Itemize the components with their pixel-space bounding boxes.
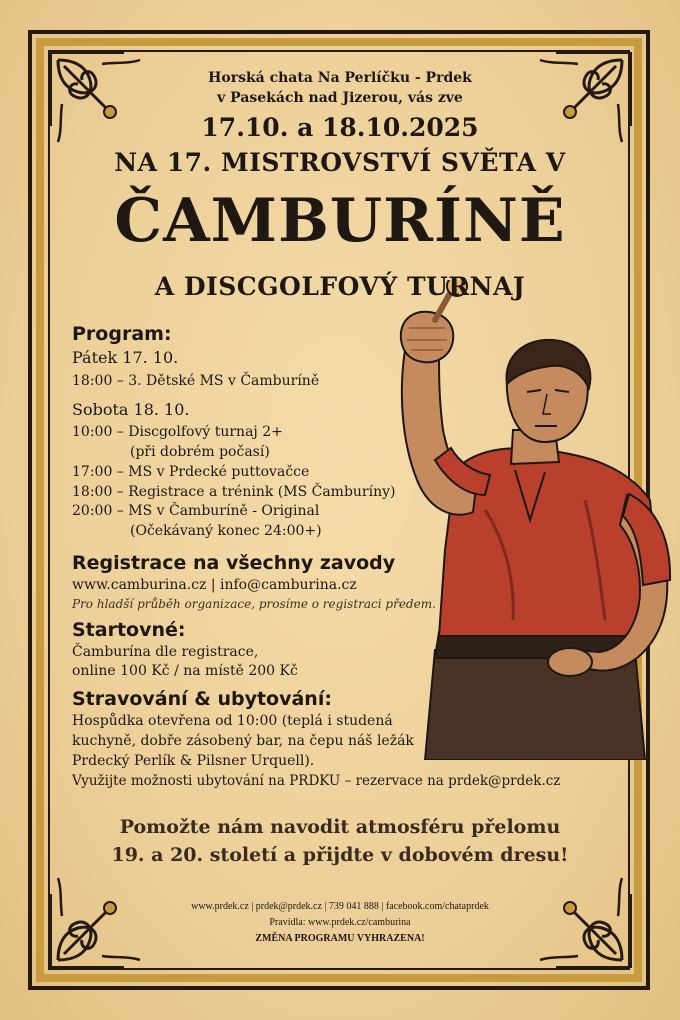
closing-line-2: 19. a 20. století a přijdte v dobovém dresu!	[111, 844, 569, 866]
program-item: 17:00 – MS v Prdecké puttovačce	[72, 464, 310, 480]
food-line-2: kuchyně, dobře zásobený bar, na čepu náš ležák	[72, 733, 414, 749]
closing-line-1: Pomožte nám navodit atmosféru přelomu	[119, 816, 561, 838]
man-holding-camburina-icon	[395, 280, 675, 760]
program-item: 18:00 – 3. Dětské MS v Čamburíně	[72, 373, 320, 389]
registration-contact: www.camburina.cz | info@camburina.cz	[72, 577, 357, 593]
event-title: ČAMBURÍNĚ	[114, 186, 566, 256]
intro-line-1: Horská chata Na Perlíčku - Prdek	[208, 70, 472, 86]
saturday-label: Sobota 18. 10.	[72, 400, 190, 419]
food-line-1: Hospůdka otevřena od 10:00 (teplá i studená	[72, 713, 393, 729]
intro-line-2: v Pasekách nad Jizerou, vás zve	[217, 90, 463, 106]
food-heading: Stravování & ubytování:	[72, 688, 332, 710]
footer-rules: Pravidla: www.prdek.cz/camburina	[269, 917, 411, 928]
corner-ornament-icon	[516, 854, 636, 974]
program-item: 18:00 – Registrace a trénink (MS Čamburíny)	[72, 484, 396, 500]
corner-ornament-icon	[44, 854, 164, 974]
registration-heading: Registrace na všechny zavody	[72, 552, 396, 574]
program-heading: Program:	[72, 323, 172, 345]
program-item-note: (Očekávaný konec 24:00+)	[130, 523, 322, 539]
program-item: 20:00 – MS v Čamburíně - Original	[72, 503, 320, 519]
program-item-note: (při dobrém počasí)	[130, 444, 270, 460]
event-secondary: A DISCGOLFOVÝ TURNAJ	[154, 272, 526, 301]
program-item: 10:00 – Discgolfový turnaj 2+	[72, 424, 283, 440]
registration-note: Pro hladší průběh organizace, prosíme o registraci předem.	[72, 597, 436, 611]
food-line-4: Využijte možnosti ubytování na PRDKU – rezervace na prdek@prdek.cz	[72, 773, 561, 789]
friday-label: Pátek 17. 10.	[72, 348, 179, 367]
event-dates: 17.10. a 18.10.2025	[201, 113, 479, 142]
footer-notice: ZMĚNA PROGRAMU VYHRAZENA!	[255, 933, 425, 944]
fee-line-1: Čamburína dle registrace,	[72, 644, 259, 660]
food-line-3: Prdecký Perlík & Pilsner Urquell).	[72, 753, 315, 769]
event-subtitle: NA 17. MISTROVSTVÍ SVĚTA V	[114, 148, 566, 177]
fee-heading: Startovné:	[72, 619, 186, 641]
fee-line-2: online 100 Kč / na místě 200 Kč	[72, 663, 298, 679]
footer-contacts: www.prdek.cz | prdek@prdek.cz | 739 041 888 | facebook.com/chataprdek	[191, 901, 489, 912]
